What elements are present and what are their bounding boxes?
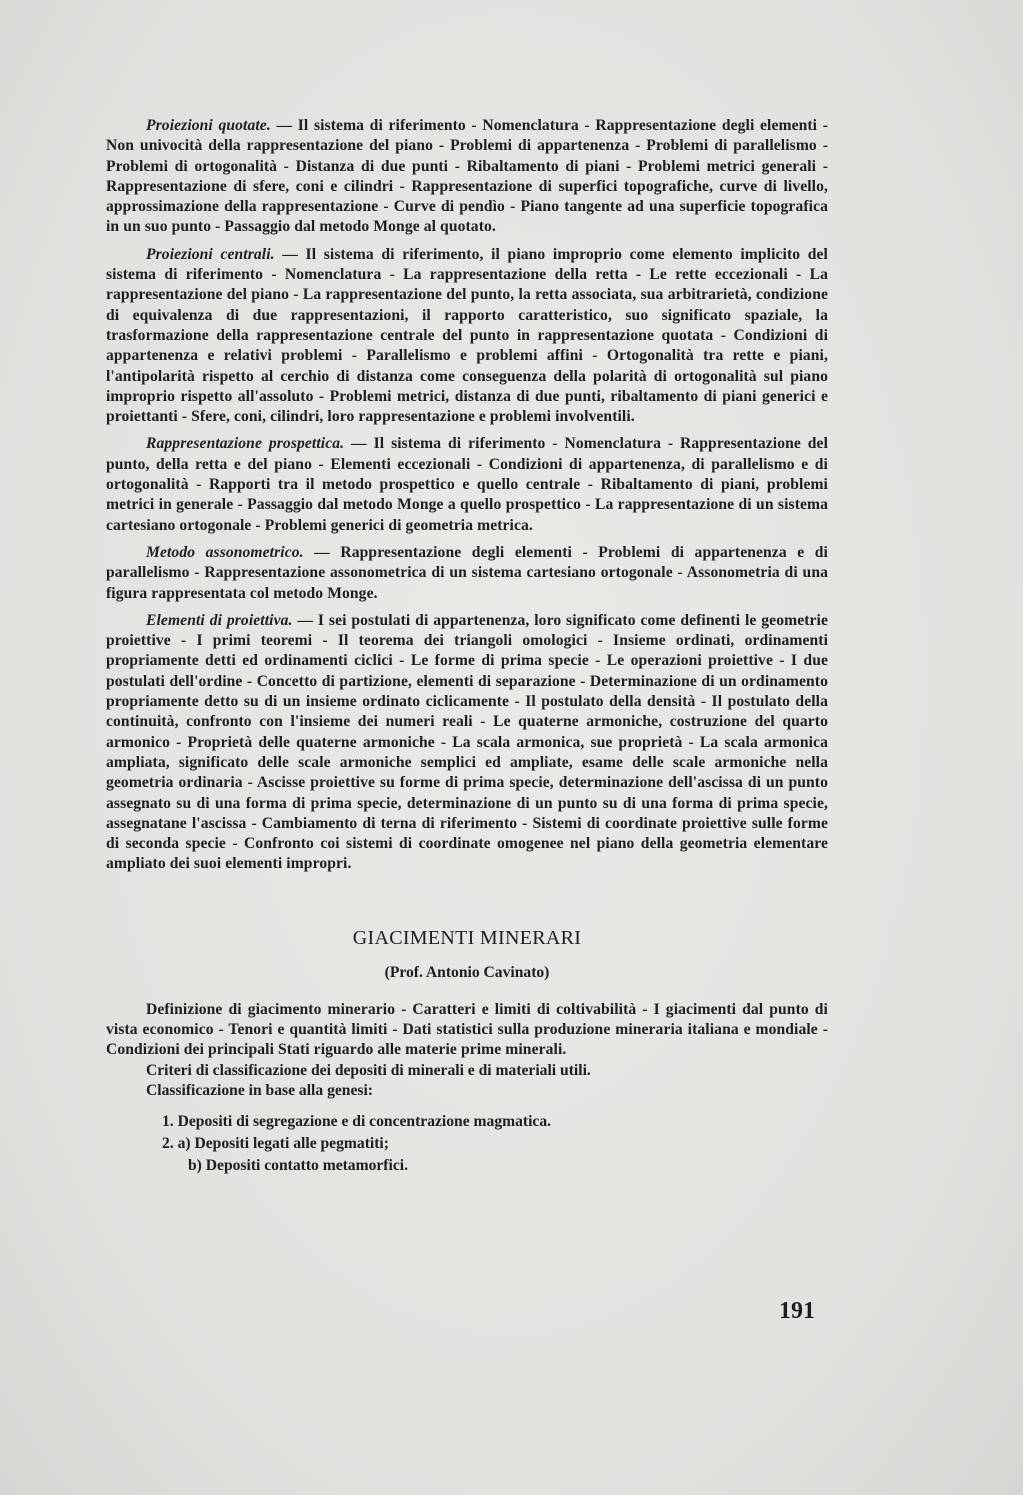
paragraph-heading: Metodo assonometrico.: [146, 543, 304, 561]
section-title: GIACIMENTI MINERARI: [352, 926, 582, 949]
paragraph-elementi-di-proiettiva: [106, 611, 828, 875]
paragraph-rappresentazione-prospettica: [106, 434, 828, 535]
list-item: 1. Depositi di segregazione e di concentrazione magmatica.: [162, 1113, 552, 1131]
paragraph-body: — Il sistema di riferimento, il piano improprio come elemento implicito del sistema di riferimento - Nomenclatura - La rappresentazione della retta - Le rette eccezionali - La rappresentazione del piano - La rappresentazione del punto, la retta associata, sua arbitrarietà, condizione di equivalenza di due rappresentazioni, il rapporto caratteristico, suo significato spaziale, la trasformazione della rappresentazione centrale del punto in rappresentazione quotata - Condizioni di appartenenza e relativi problemi - Parallelismo e problemi affini - Ortogonalità tra rette e piani, l'antipolarità rispetto al cerchio di distanza come conseguenza della polarità di ortogonalità sul piano improprio rispetto all'assoluto - Problemi metrici, distanza di due punti, ribaltamento di piani generici e proiettanti - Sfere, coni, cilindri, loro rappresentazione e problemi involventili.: [106, 245, 828, 426]
list-item: 2. a) Depositi legati alle pegmatiti;: [162, 1135, 389, 1153]
text-column: [106, 116, 828, 1177]
paragraph-proiezioni-centrali: [106, 245, 828, 428]
classification-list: [106, 1111, 828, 1177]
paragraph-metodo-assonometrico: [106, 543, 828, 604]
list-item: b) Depositi contatto metamorfici.: [188, 1157, 408, 1175]
section-author: (Prof. Antonio Cavinato): [384, 963, 550, 981]
paragraph-heading: Proiezioni quotate.: [146, 117, 271, 134]
section-line-classification: Classificazione in base alla genesi:: [146, 1081, 373, 1099]
paragraph-body: — I sei postulati di appartenenza, loro significato come definenti le geometrie proiettive - I primi teoremi - Il teorema dei triangoli omologici - Insieme ordinati, ordinamenti propriamente detti ed ordinamenti ciclici - Le forme di prima specie - Le operazioni proiettive - I due postulati dell'ordine - Concetto di partizione, elementi di separazione - Determinazione di un ordinamento propriamente detto su di un insieme ordinato ciclicamente - Il postulato della densità - Il postulato della continuità, confronto con l'insieme dei numeri reali - Le quaterne armoniche, costruzione del quarto armonico - Proprietà delle quaterne armoniche - La scala armonica, sue proprietà - La scala armonica ampliata, significato delle scale armoniche semplici ed ampliate, esame delle scale armoniche nella geometria ordinaria - Ascisse proiettive su forme di prima specie, determinazione dell'ascissa di un punto assegnato su di una forma di prima specie, determinazione di un punto su di una forma di prima specie, assegnatane l'ascissa - Cambiamento di terna di riferimento - Sistemi di coordinate proiettive sulle forme di seconda specie - Confronto coi sistemi di coordinate omogenee nel piano della geometria elementare ampliato dei suoi elementi impropri.: [106, 611, 828, 873]
section-line-criteria: Criteri di classificazione dei depositi di minerali e di materiali utili.: [146, 1061, 591, 1079]
section-intro: Definizione di giacimento minerario - Caratteri e limiti di coltivabilità - I giacimenti dal punto di vista economico - Tenori e quantità limiti - Dati statistici sulla produzione mineraria italiana e mondiale - Condizioni dei principali Stati riguardo alle materie prime minerali.: [106, 1000, 828, 1059]
paragraph-body: — Il sistema di riferimento - Nomenclatura - Rappresentazione degli elementi - Non univocità della rappresentazione del piano - Problemi di appartenenza - Problemi di parallelismo - Problemi di ortogonalità - Distanza di due punti - Ribaltamento di piani - Problemi metrici generali - Rappresentazione di sfere, coni e cilindri - Rappresentazione di superfici topografiche, curve di livello, approssimazione della rappresentazione - Curve di pendìo - Piano tangente ad una superficie topografica in un suo punto - Passaggio dal metodo Monge al quotato.: [106, 117, 828, 236]
page-number: 191: [779, 1298, 815, 1324]
paragraph-proiezioni-quotate: [106, 116, 828, 238]
paragraph-body: — Rappresentazione degli elementi - Problemi di appartenenza e di parallelismo - Rappresentazione assonometrica di un sistema cartesiano ortogonale - Assonometria di una figura rappresentata col metodo Monge.: [106, 543, 828, 602]
paragraph-heading: Rappresentazione prospettica.: [146, 435, 345, 453]
paragraph-heading: Elementi di proiettiva.: [146, 611, 293, 629]
paragraph-body: — Il sistema di riferimento - Nomenclatura - Rappresentazione del punto, della retta e del piano - Elementi eccezionali - Condizioni di appartenenza, di parallelismo e di ortogonalità - Rapporti tra il metodo prospettico e quello centrale - Ribaltamento di piani, problemi metrici in generale - Passaggio dal metodo Monge a quello prospettico - La rappresentazione di un sistema cartesiano ortogonale - Problemi generici di geometria metrica.: [106, 435, 828, 534]
paragraph-heading: Proiezioni centrali.: [146, 245, 275, 263]
